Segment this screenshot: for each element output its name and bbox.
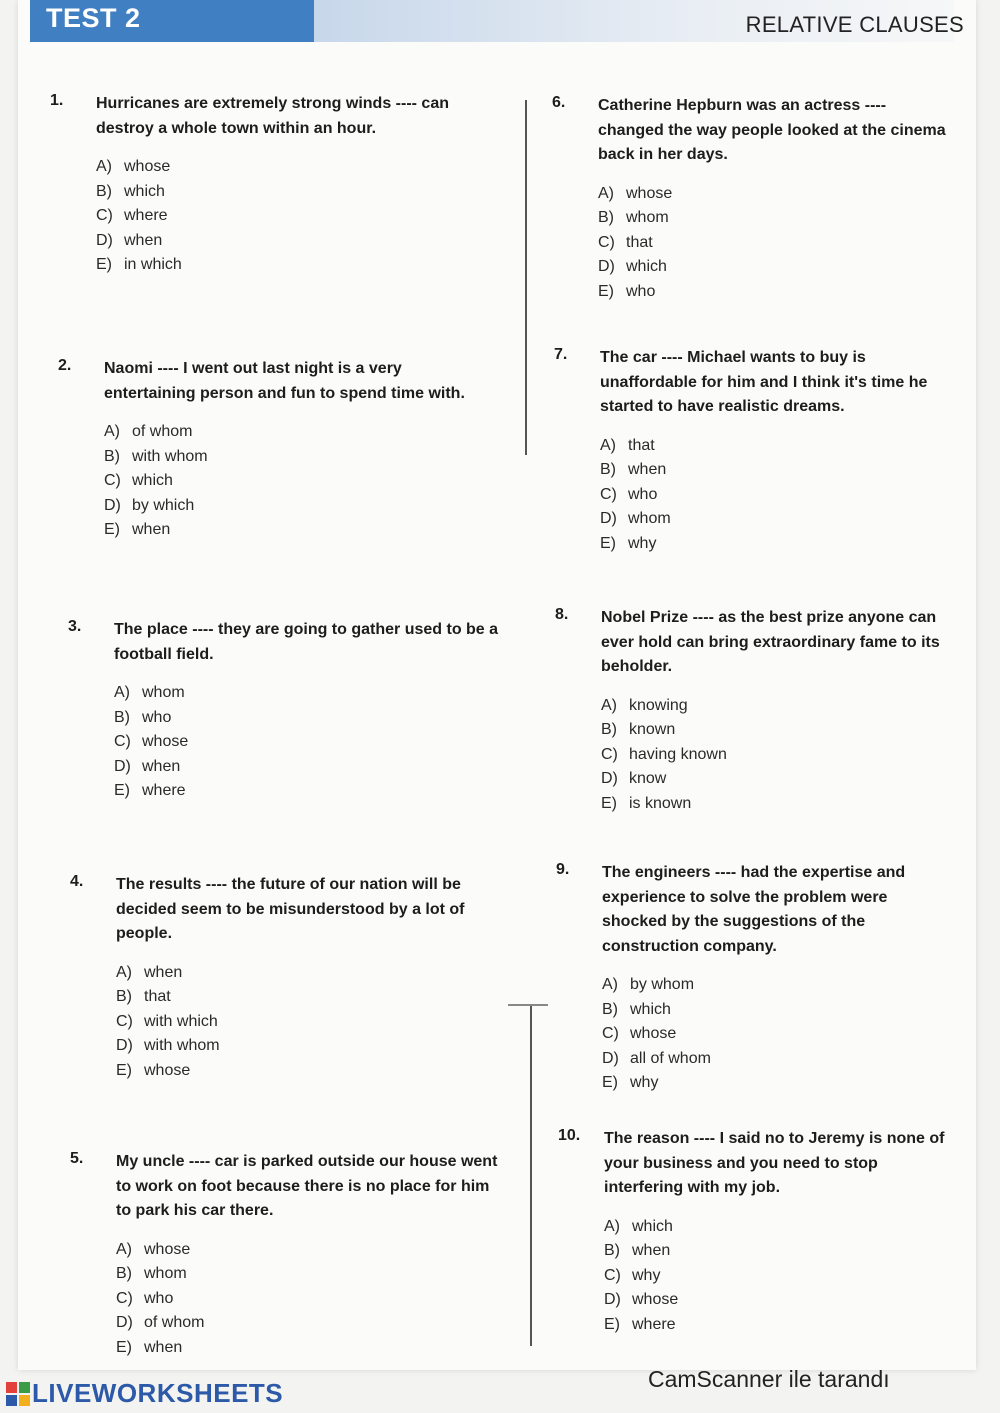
option-letter: D) (604, 1291, 621, 1309)
answer-option[interactable] (104, 518, 488, 543)
answer-option[interactable] (604, 1288, 958, 1313)
answer-options (96, 155, 480, 278)
answer-option[interactable] (601, 743, 955, 768)
option-text: who (142, 708, 172, 726)
answer-option[interactable] (598, 206, 952, 231)
test-banner (30, 0, 314, 42)
question-number: 10. (558, 1127, 581, 1144)
option-letter: E) (114, 782, 130, 800)
option-letter: A) (601, 696, 617, 714)
answer-options (604, 1215, 958, 1338)
option-letter: B) (602, 1000, 618, 1018)
option-letter: D) (116, 1037, 133, 1055)
option-letter: C) (116, 1289, 133, 1307)
question-2 (58, 357, 488, 543)
answer-option[interactable] (104, 469, 488, 494)
option-text: known (629, 721, 676, 739)
option-letter: B) (114, 708, 130, 726)
answer-option[interactable] (96, 204, 480, 229)
answer-option[interactable] (602, 973, 956, 998)
question-stem: The results ---- the future of our nation will be decided seem to be misunderstood by a lot of people. (116, 876, 465, 942)
answer-option[interactable] (96, 229, 480, 254)
option-letter: D) (114, 757, 131, 775)
option-text: of whom (144, 1314, 205, 1332)
answer-option[interactable] (598, 280, 952, 305)
question-7 (554, 346, 954, 556)
question-stem: The car ---- Michael wants to buy is unaffordable for him and I think it's time he started to have realistic dreams. (600, 349, 928, 415)
answer-options (104, 420, 488, 543)
option-text: in which (124, 256, 182, 274)
answer-option[interactable] (116, 1311, 500, 1336)
option-text: which (124, 182, 165, 200)
option-letter: A) (598, 184, 614, 202)
option-letter: A) (104, 423, 120, 440)
answer-option[interactable] (104, 445, 488, 470)
liveworksheets-logo (6, 1378, 283, 1409)
answer-option[interactable] (604, 1313, 958, 1338)
answer-option[interactable] (602, 998, 956, 1023)
option-text: whom (144, 1265, 187, 1283)
option-letter: A) (602, 976, 618, 993)
option-letter: E) (116, 1061, 132, 1079)
option-letter: E) (602, 1074, 618, 1092)
answer-option[interactable] (598, 182, 952, 207)
option-letter: C) (602, 1025, 619, 1043)
option-letter: E) (96, 256, 112, 274)
answer-option[interactable] (601, 767, 955, 792)
answer-option[interactable] (604, 1239, 958, 1264)
answer-option[interactable] (104, 494, 488, 519)
answer-option[interactable] (96, 155, 480, 180)
answer-option[interactable] (600, 532, 954, 557)
logo-square-blue (6, 1395, 17, 1406)
option-letter: B) (96, 182, 112, 200)
option-letter: B) (601, 721, 617, 739)
answer-option[interactable] (602, 1071, 956, 1096)
question-number: 6. (552, 94, 566, 111)
scanner-note: CamScanner ile tarandı (648, 1366, 890, 1392)
answer-options (116, 961, 510, 1084)
answer-option[interactable] (116, 1287, 500, 1312)
answer-options (598, 182, 952, 305)
option-text: whose (626, 184, 673, 202)
answer-option[interactable] (600, 507, 954, 532)
option-letter: D) (116, 1314, 133, 1332)
option-text: when (632, 1242, 671, 1260)
option-letter: C) (600, 485, 617, 503)
option-letter: E) (600, 534, 616, 552)
option-text: by whom (630, 976, 695, 993)
option-letter: D) (602, 1049, 619, 1067)
question-number: 4. (70, 873, 84, 890)
option-text: whose (144, 1240, 191, 1258)
option-text: when (144, 1338, 183, 1356)
option-text: whom (142, 684, 185, 701)
option-text: when (144, 963, 183, 981)
question-stem: Catherine Hepburn was an actress ---- changed the way people looked at the cinema back in her days. (598, 97, 946, 163)
option-letter: A) (114, 684, 130, 701)
option-letter: A) (96, 158, 112, 175)
option-text: when (628, 461, 667, 479)
option-text: who (628, 485, 658, 503)
column-divider-top (525, 100, 527, 455)
option-text: know (629, 770, 667, 788)
option-letter: E) (104, 521, 120, 539)
answer-option[interactable] (602, 1047, 956, 1072)
option-text: where (142, 782, 186, 800)
option-text: with whom (132, 447, 208, 465)
question-6 (552, 94, 952, 304)
option-text: where (124, 207, 168, 225)
option-letter: B) (604, 1242, 620, 1260)
option-letter: E) (601, 794, 617, 812)
question-stem: Nobel Prize ---- as the best prize anyone can ever hold can bring extraordinary fame to its beholder. (601, 609, 940, 675)
option-text: who (626, 282, 656, 300)
answer-option[interactable] (602, 1022, 956, 1047)
option-text: whose (630, 1025, 677, 1043)
option-letter: D) (104, 496, 121, 514)
option-letter: C) (598, 233, 615, 251)
question-10 (558, 1127, 958, 1337)
option-letter: A) (116, 963, 132, 981)
question-stem: My uncle ---- car is parked outside our house went to work on foot because there is no place for him to park his car there. (116, 1153, 498, 1219)
option-text: why (628, 534, 657, 552)
question-stem: Naomi ---- I went out last night is a very entertaining person and fun to spend time with. (104, 360, 465, 402)
answer-option[interactable] (116, 1034, 510, 1059)
option-letter: A) (600, 436, 616, 454)
answer-option[interactable] (96, 180, 480, 205)
question-stem: Hurricanes are extremely strong winds ---- can destroy a whole town within an hour. (96, 95, 449, 137)
option-text: that (626, 233, 653, 251)
option-text: which (632, 1217, 673, 1235)
answer-options (601, 694, 955, 817)
answer-options (114, 681, 508, 804)
option-text: when (124, 231, 163, 249)
option-text: by which (132, 496, 195, 514)
option-letter: E) (604, 1315, 620, 1333)
answer-option[interactable] (116, 961, 510, 986)
option-letter: C) (96, 207, 113, 225)
question-number: 1. (50, 92, 64, 109)
option-letter: D) (96, 231, 113, 249)
option-letter: C) (604, 1266, 621, 1284)
option-letter: D) (600, 510, 617, 528)
option-text: why (630, 1074, 659, 1092)
answer-option[interactable] (114, 730, 508, 755)
answer-option[interactable] (598, 231, 952, 256)
question-4 (70, 873, 510, 1083)
option-text: where (632, 1315, 676, 1333)
question-5 (70, 1150, 500, 1360)
topic-title: RELATIVE CLAUSES (745, 12, 964, 37)
option-text: all of whom (630, 1049, 711, 1067)
option-text: with whom (144, 1037, 220, 1055)
option-letter: C) (104, 472, 121, 490)
answer-option[interactable] (601, 792, 955, 817)
answer-option[interactable] (114, 681, 508, 706)
answer-option[interactable] (604, 1264, 958, 1289)
option-text: whose (144, 1061, 191, 1079)
answer-option[interactable] (604, 1215, 958, 1240)
answer-option[interactable] (104, 420, 488, 445)
answer-option[interactable] (598, 255, 952, 280)
option-text: of whom (132, 423, 193, 440)
answer-option[interactable] (600, 458, 954, 483)
option-letter: E) (116, 1338, 132, 1356)
option-text: whose (142, 733, 189, 751)
option-letter: C) (116, 1012, 133, 1030)
option-letter: D) (598, 258, 615, 276)
answer-option[interactable] (116, 1336, 500, 1361)
question-number: 9. (556, 861, 570, 878)
answer-option[interactable] (116, 1262, 500, 1287)
option-text: why (632, 1266, 661, 1284)
option-text: whose (124, 158, 171, 175)
question-1 (50, 92, 480, 278)
option-letter: E) (598, 282, 614, 300)
test-title: TEST 2 (46, 2, 141, 33)
option-letter: C) (114, 733, 131, 751)
answer-option[interactable] (114, 755, 508, 780)
question-3 (68, 618, 508, 804)
option-text: whom (626, 209, 669, 227)
divider-tick (508, 1004, 548, 1006)
question-9 (556, 861, 956, 1096)
option-letter: D) (601, 770, 618, 788)
logo-square-yellow (19, 1395, 30, 1406)
question-number: 7. (554, 346, 568, 363)
answer-option[interactable] (601, 718, 955, 743)
answer-option[interactable] (600, 434, 954, 459)
option-text: having known (629, 745, 727, 763)
option-letter: B) (600, 461, 616, 479)
question-number: 3. (68, 618, 82, 635)
question-stem: The place ---- they are going to gather used to be a football field. (114, 621, 499, 663)
option-letter: B) (116, 988, 132, 1006)
question-number: 2. (58, 357, 72, 374)
answer-options (600, 434, 954, 557)
question-number: 5. (70, 1150, 84, 1167)
answer-option[interactable] (96, 253, 480, 278)
answer-option[interactable] (116, 1059, 510, 1084)
answer-option[interactable] (600, 483, 954, 508)
answer-option[interactable] (114, 706, 508, 731)
answer-option[interactable] (601, 694, 955, 719)
option-text: that (144, 988, 171, 1006)
option-text: when (132, 521, 171, 539)
question-number: 8. (555, 606, 569, 623)
option-text: that (628, 436, 655, 454)
option-text: whom (628, 510, 671, 528)
answer-option[interactable] (116, 1010, 510, 1035)
logo-square-red (6, 1382, 17, 1393)
option-letter: A) (604, 1217, 620, 1235)
column-divider-bottom (530, 1004, 532, 1346)
answer-option[interactable] (114, 779, 508, 804)
option-text: when (142, 757, 181, 775)
question-stem: The engineers ---- had the expertise and experience to solve the problem were shocked by the suggestions of the construction company. (602, 864, 906, 955)
answer-options (602, 973, 956, 1096)
option-text: is known (629, 794, 692, 812)
answer-option[interactable] (116, 1238, 500, 1263)
logo-text: LIVEWORKSHEETS (32, 1378, 284, 1408)
answer-option[interactable] (116, 985, 510, 1010)
question-8 (555, 606, 955, 816)
option-letter: A) (116, 1240, 132, 1258)
option-letter: B) (598, 209, 614, 227)
option-text: who (144, 1289, 174, 1307)
option-text: which (132, 472, 173, 490)
option-text: whose (632, 1291, 679, 1309)
question-stem: The reason ---- I said no to Jeremy is none of your business and you need to stop interfering with my job. (604, 1130, 945, 1196)
option-text: which (630, 1000, 671, 1018)
option-letter: B) (104, 447, 120, 465)
option-text: with which (144, 1012, 218, 1030)
answer-options (116, 1238, 500, 1361)
logo-mark-icon (6, 1382, 30, 1406)
option-text: which (626, 258, 667, 276)
logo-square-green (19, 1382, 30, 1393)
option-text: knowing (629, 696, 688, 714)
option-letter: C) (601, 745, 618, 763)
option-letter: B) (116, 1265, 132, 1283)
